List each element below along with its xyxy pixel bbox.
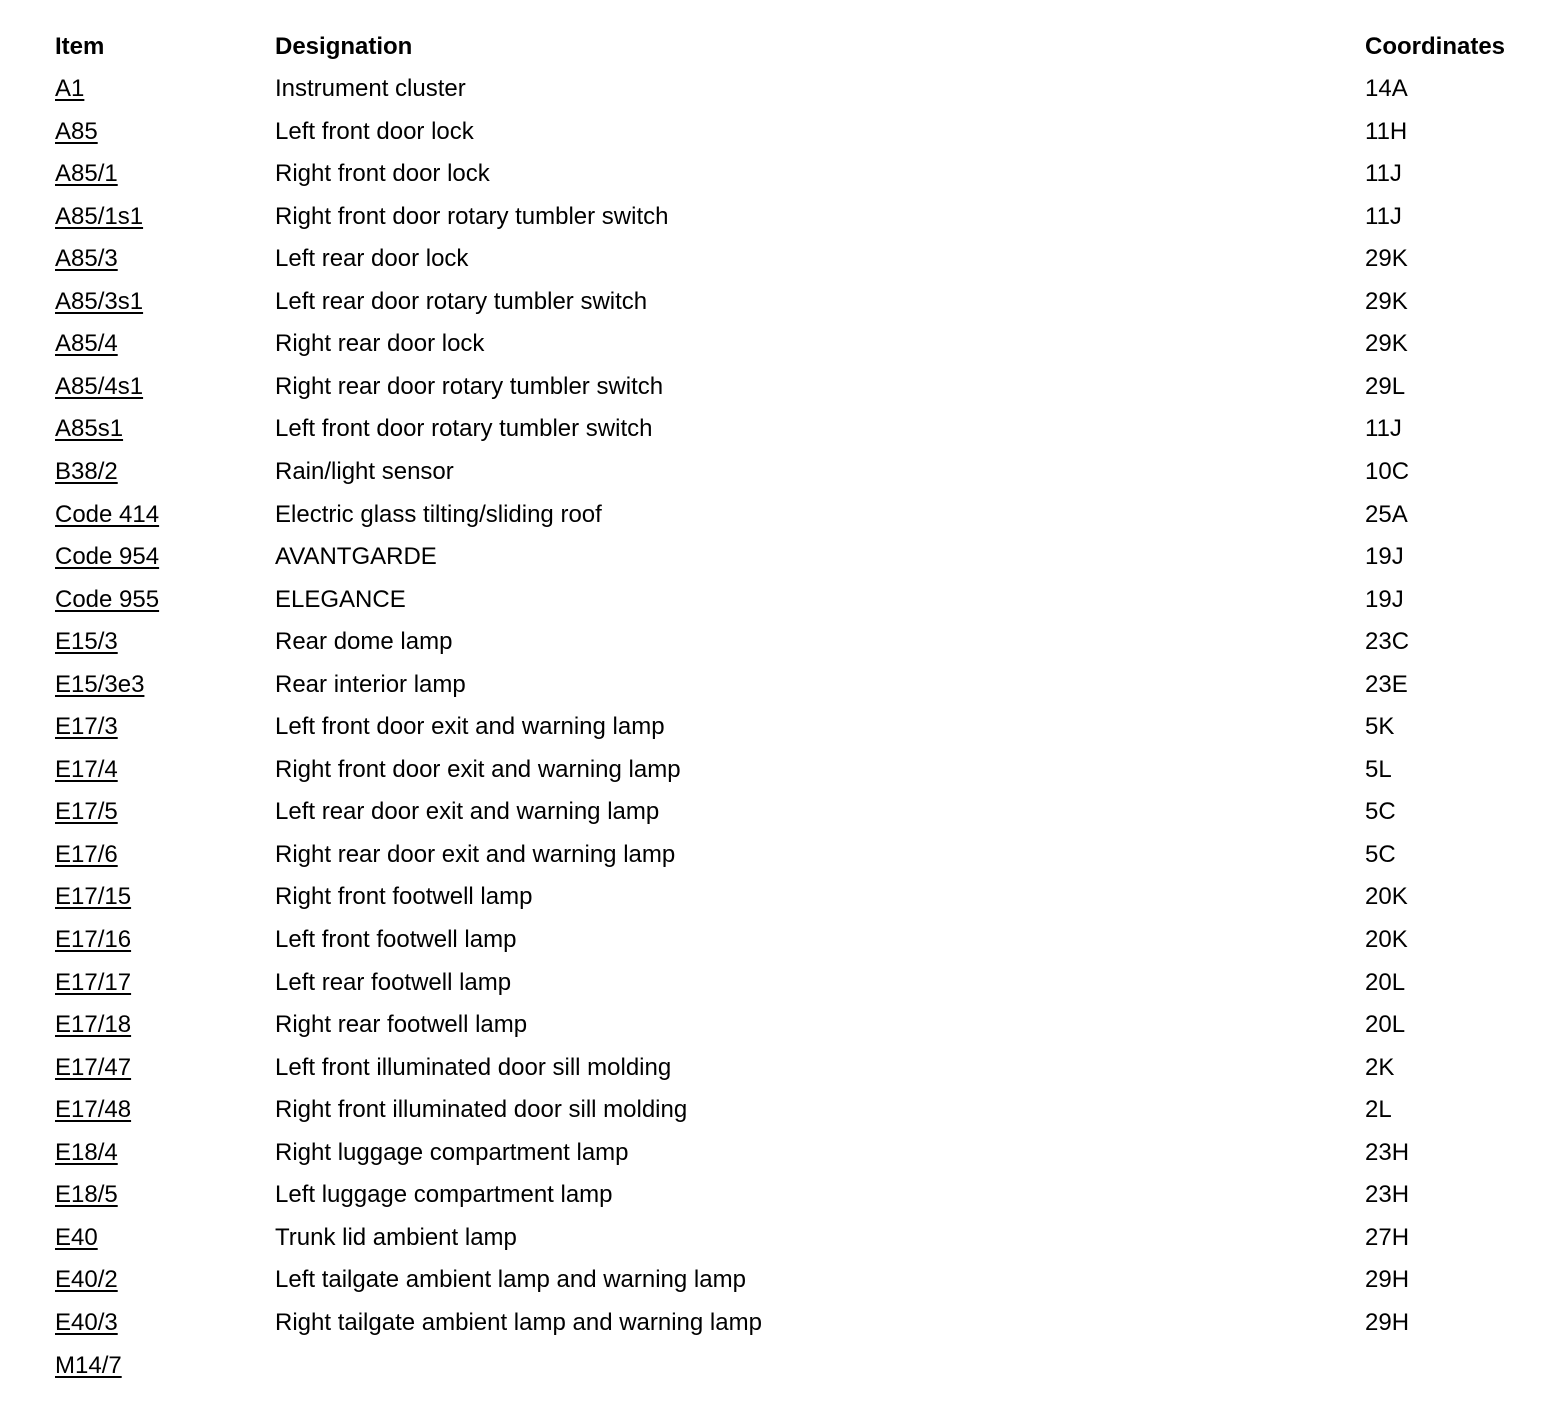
item-link[interactable]: B38/2	[55, 457, 118, 485]
designation-text: Instrument cluster	[275, 75, 466, 102]
item-link[interactable]: M14/7	[55, 1351, 122, 1379]
designation-text: Left rear door lock	[275, 245, 469, 273]
designation-text: Left luggage compartment lamp	[275, 1181, 613, 1209]
item-link[interactable]: A85	[55, 117, 98, 145]
coordinates-text: 2L	[1365, 1096, 1392, 1124]
coordinates-text: 29K	[1365, 330, 1408, 358]
item-link[interactable]: E18/4	[55, 1138, 118, 1166]
designation-text: ELEGANCE	[275, 585, 406, 613]
designation-text: Electric glass tilting/sliding roof	[275, 500, 602, 528]
coordinates-text: 20K	[1365, 926, 1408, 953]
coordinates-text: 5C	[1365, 798, 1396, 826]
table-row	[0, 408, 1568, 450]
coordinates-text: 19J	[1365, 585, 1404, 613]
table-row	[0, 749, 1568, 791]
designation-text: Left front door exit and warning lamp	[275, 713, 665, 741]
designation-text: Trunk lid ambient lamp	[275, 1223, 517, 1251]
designation-text: Left front door rotary tumbler switch	[275, 415, 653, 443]
table-row	[0, 1089, 1568, 1131]
designation-text: Right rear footwell lamp	[275, 1011, 528, 1039]
coordinates-text: 5C	[1365, 840, 1396, 868]
designation-text: Right front door rotary tumbler switch	[275, 202, 669, 230]
item-link[interactable]: E17/5	[55, 798, 118, 826]
item-link[interactable]: E17/48	[55, 1096, 132, 1124]
item-link[interactable]: E15/3	[55, 628, 118, 656]
table-row	[0, 366, 1568, 408]
table-row	[0, 834, 1568, 876]
coordinates-text: 11J	[1365, 160, 1402, 188]
item-link[interactable]: A85s1	[55, 415, 124, 443]
designation-text: Left front illuminated door sill molding	[275, 1053, 672, 1081]
designation-text: Right rear door rotary tumbler switch	[275, 372, 664, 400]
designation-text: Rain/light sensor	[275, 457, 454, 485]
item-link[interactable]: E18/5	[55, 1181, 118, 1209]
item-link[interactable]: Code 414	[55, 500, 160, 528]
coordinates-text: 19J	[1365, 543, 1404, 570]
header-coordinates: Coordinates	[1365, 33, 1506, 60]
table-row	[0, 1259, 1568, 1301]
coordinates-text: 23H	[1365, 1181, 1410, 1209]
designation-text: Left rear footwell lamp	[275, 968, 512, 996]
table-row	[0, 68, 1568, 110]
coordinates-text: 27H	[1365, 1223, 1410, 1251]
item-link[interactable]: A85/4s1	[55, 372, 144, 400]
table-row	[0, 579, 1568, 621]
designation-text: Right front footwell lamp	[275, 883, 533, 911]
item-link[interactable]: E40/2	[55, 1266, 118, 1294]
designation-text: Right front door lock	[275, 160, 490, 188]
coordinates-text: 11J	[1365, 202, 1402, 230]
designation-text: Left front footwell lamp	[275, 926, 517, 953]
coordinates-text: 11J	[1365, 415, 1402, 443]
header-item: Item	[55, 33, 105, 60]
coordinates-text: 25A	[1365, 500, 1408, 528]
table-row	[0, 323, 1568, 365]
table-row	[0, 706, 1568, 748]
table-row	[0, 494, 1568, 536]
designation-text: Rear dome lamp	[275, 628, 453, 656]
item-link[interactable]: A85/3s1	[55, 287, 144, 315]
coordinates-text: 23H	[1365, 1138, 1410, 1166]
designation-text: Right luggage compartment lamp	[275, 1138, 629, 1166]
designation-text: Right rear door lock	[275, 330, 485, 358]
table-row	[0, 1132, 1568, 1174]
item-link[interactable]: E40/3	[55, 1308, 118, 1336]
item-link[interactable]: E17/47	[55, 1053, 132, 1081]
table-row	[0, 281, 1568, 323]
table-row	[0, 1174, 1568, 1216]
designation-text: Right rear door exit and warning lamp	[275, 840, 676, 868]
coordinates-text: 29K	[1365, 245, 1408, 273]
table-row	[0, 238, 1568, 280]
item-link[interactable]: E17/18	[55, 1011, 132, 1039]
item-link[interactable]: A1	[55, 75, 85, 102]
table-row	[0, 1004, 1568, 1046]
coordinates-text: 14A	[1365, 75, 1408, 102]
item-link[interactable]: E40	[55, 1223, 98, 1251]
item-link[interactable]: E17/4	[55, 755, 118, 783]
coordinates-text: 29K	[1365, 287, 1408, 315]
item-link[interactable]: Code 954	[55, 543, 160, 570]
coordinates-text: 29H	[1365, 1308, 1410, 1336]
coordinates-text: 2K	[1365, 1053, 1395, 1081]
table-header	[0, 26, 1568, 68]
item-link[interactable]: E17/17	[55, 968, 132, 996]
table-row	[0, 621, 1568, 663]
table-row	[0, 196, 1568, 238]
coordinates-text: 20L	[1365, 1011, 1406, 1039]
item-link[interactable]: E17/3	[55, 713, 118, 741]
table-row	[0, 919, 1568, 961]
designation-text: Right tailgate ambient lamp and warning lamp	[275, 1308, 762, 1336]
coordinates-text: 5K	[1365, 713, 1395, 741]
coordinates-text: 5L	[1365, 755, 1392, 783]
coordinates-text: 29H	[1365, 1266, 1410, 1294]
item-link[interactable]: E17/6	[55, 840, 118, 868]
table-row	[0, 451, 1568, 493]
table-row	[0, 962, 1568, 1004]
table-row	[0, 791, 1568, 833]
table-row	[0, 1217, 1568, 1259]
item-link[interactable]: A85/3	[55, 245, 118, 273]
coordinates-text: 29L	[1365, 372, 1406, 400]
table-row	[0, 1345, 1568, 1387]
item-link[interactable]: E15/3e3	[55, 670, 145, 698]
coordinates-text: 23C	[1365, 628, 1410, 656]
designation-text: Rear interior lamp	[275, 670, 466, 698]
table-row	[0, 1302, 1568, 1344]
table-row	[0, 111, 1568, 153]
coordinates-text: 20K	[1365, 883, 1408, 911]
item-link[interactable]: A85/1	[55, 160, 118, 188]
item-link[interactable]: A85/4	[55, 330, 118, 358]
coordinates-text: 23E	[1365, 670, 1408, 698]
designation-text: Left tailgate ambient lamp and warning lamp	[275, 1266, 746, 1294]
table-row	[0, 536, 1568, 578]
table-row	[0, 153, 1568, 195]
designation-text: Left rear door exit and warning lamp	[275, 798, 660, 826]
coordinates-text: 10C	[1365, 457, 1410, 485]
coordinates-text: 20L	[1365, 968, 1406, 996]
item-link[interactable]: A85/1s1	[55, 202, 144, 230]
item-link[interactable]: E17/15	[55, 883, 132, 911]
table-row	[0, 664, 1568, 706]
designation-text: AVANTGARDE	[275, 543, 437, 570]
item-link[interactable]: Code 955	[55, 585, 160, 613]
designation-text: Right front illuminated door sill molding	[275, 1096, 688, 1124]
designation-text: Right front door exit and warning lamp	[275, 755, 681, 783]
designation-text: Left front door lock	[275, 117, 474, 145]
coordinates-text: 11H	[1365, 117, 1408, 145]
item-link[interactable]: E17/16	[55, 926, 132, 953]
designation-text: Left rear door rotary tumbler switch	[275, 287, 648, 315]
table-row	[0, 876, 1568, 918]
table-row	[0, 1047, 1568, 1089]
header-designation: Designation	[275, 33, 413, 60]
